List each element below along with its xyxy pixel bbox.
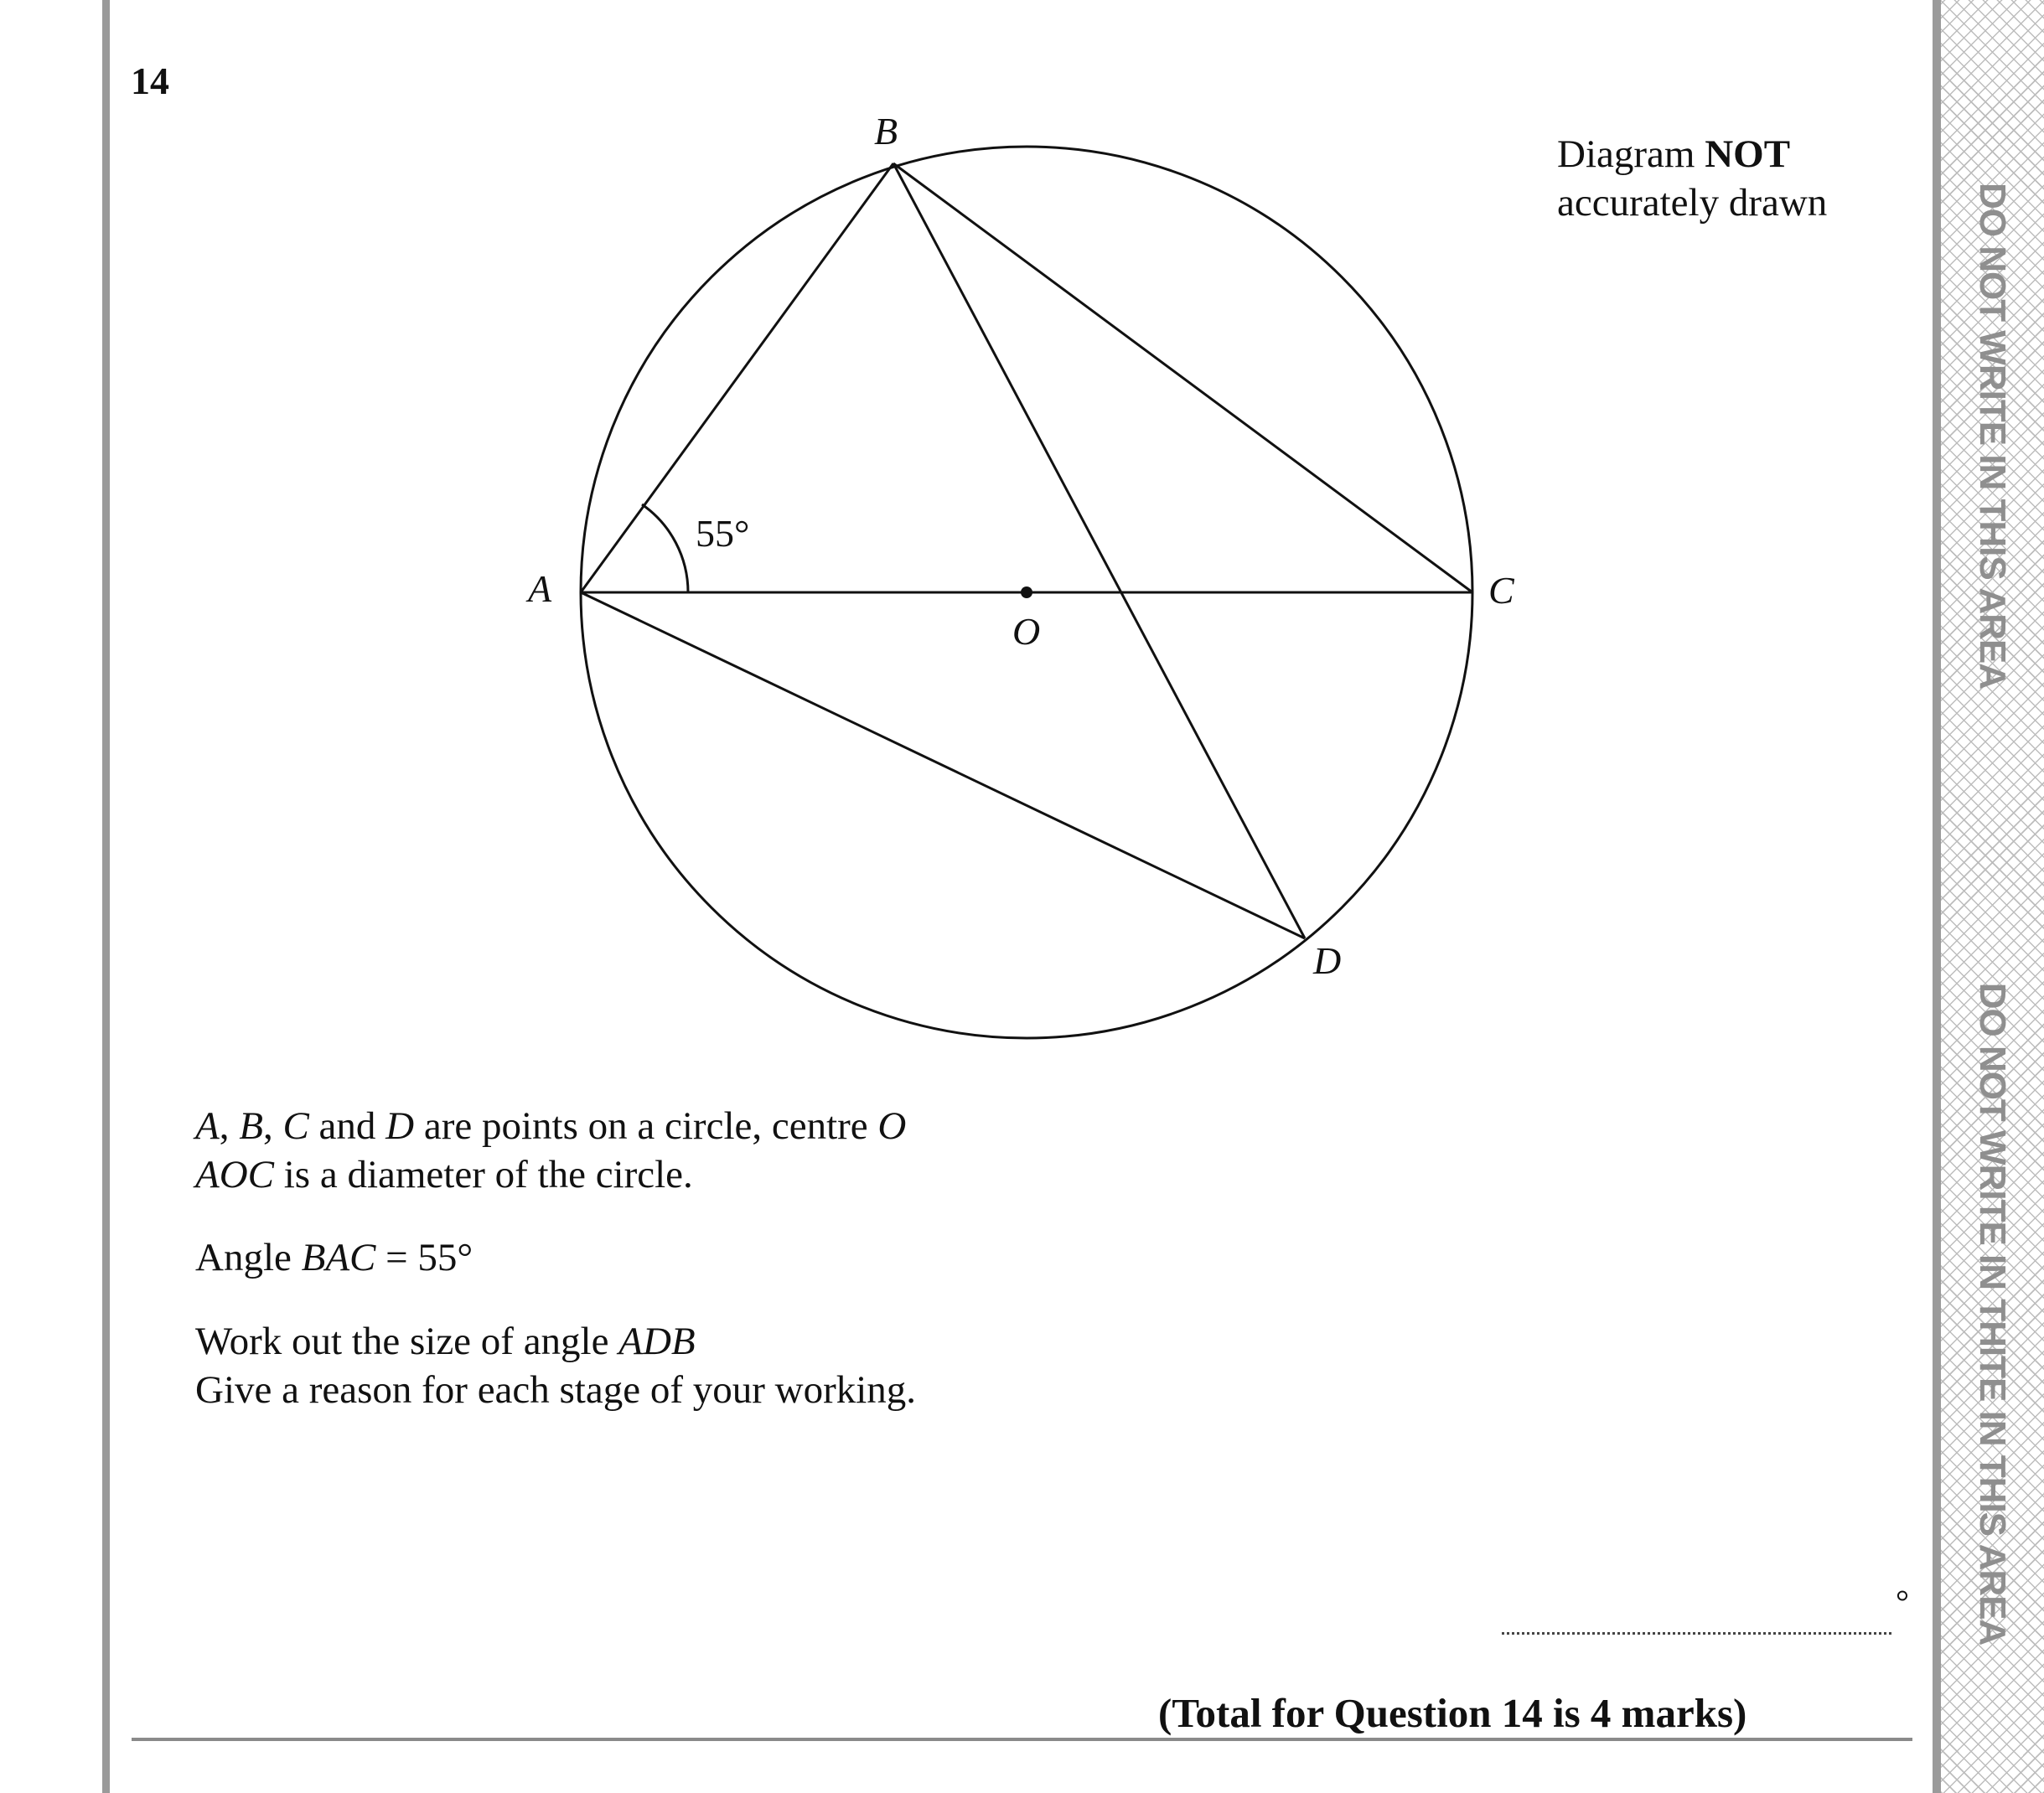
- diagram-note-line2: accurately drawn: [1557, 181, 1828, 225]
- var-b: B: [239, 1104, 263, 1148]
- text-angle: Angle: [195, 1236, 302, 1279]
- label-o: O: [1012, 610, 1041, 653]
- var-bac: BAC: [301, 1236, 376, 1279]
- angle-arc-bac: [642, 504, 688, 592]
- label-c: C: [1488, 569, 1514, 612]
- text-diameter: is a diameter of the circle.: [274, 1153, 693, 1196]
- margin-warning-lower: DO NOT WRITE IN THITE IN THIS AREA: [1972, 982, 2013, 1646]
- chord-ad: [581, 592, 1305, 938]
- instruction-work-out: [195, 1317, 696, 1366]
- text-angle-value: = 55°: [375, 1236, 473, 1279]
- text-sep: ,: [262, 1104, 283, 1148]
- instruction-reason: Give a reason for each stage of your working.: [195, 1368, 917, 1412]
- label-d: D: [1313, 939, 1342, 982]
- text-and: and: [308, 1104, 386, 1148]
- statement-angle: [195, 1233, 473, 1282]
- diagram-note-prefix: Diagram: [1557, 132, 1705, 176]
- text-work-out: Work out the size of angle: [195, 1320, 619, 1363]
- answer-unit-degree: °: [1896, 1583, 1909, 1620]
- label-a: A: [528, 567, 552, 610]
- var-aoc: AOC: [195, 1153, 274, 1196]
- statement-points: [195, 1102, 906, 1150]
- question-number: 14: [131, 59, 169, 102]
- statement-diameter: [195, 1150, 693, 1199]
- text-circle-centre: are points on a circle, centre: [414, 1104, 878, 1148]
- var-o: O: [877, 1104, 907, 1148]
- chord-bc: [893, 163, 1472, 592]
- label-b: B: [874, 110, 898, 152]
- var-c: C: [282, 1104, 309, 1148]
- text-sep: ,: [219, 1104, 240, 1148]
- answer-line[interactable]: [1502, 1632, 1891, 1635]
- angle-label-55: 55°: [696, 512, 750, 555]
- diagram-note-emphasis: NOT: [1705, 132, 1791, 176]
- var-adb: ADB: [618, 1320, 696, 1363]
- chord-bd: [893, 163, 1305, 938]
- var-a: A: [195, 1104, 220, 1148]
- margin-warning-upper: DO NOT WRITE IN THIS AREA: [1972, 182, 2013, 690]
- centre-point: [1021, 586, 1032, 598]
- var-d: D: [386, 1104, 415, 1148]
- total-marks: (Total for Question 14 is 4 marks): [1158, 1690, 1747, 1736]
- bottom-rule: [132, 1738, 1912, 1741]
